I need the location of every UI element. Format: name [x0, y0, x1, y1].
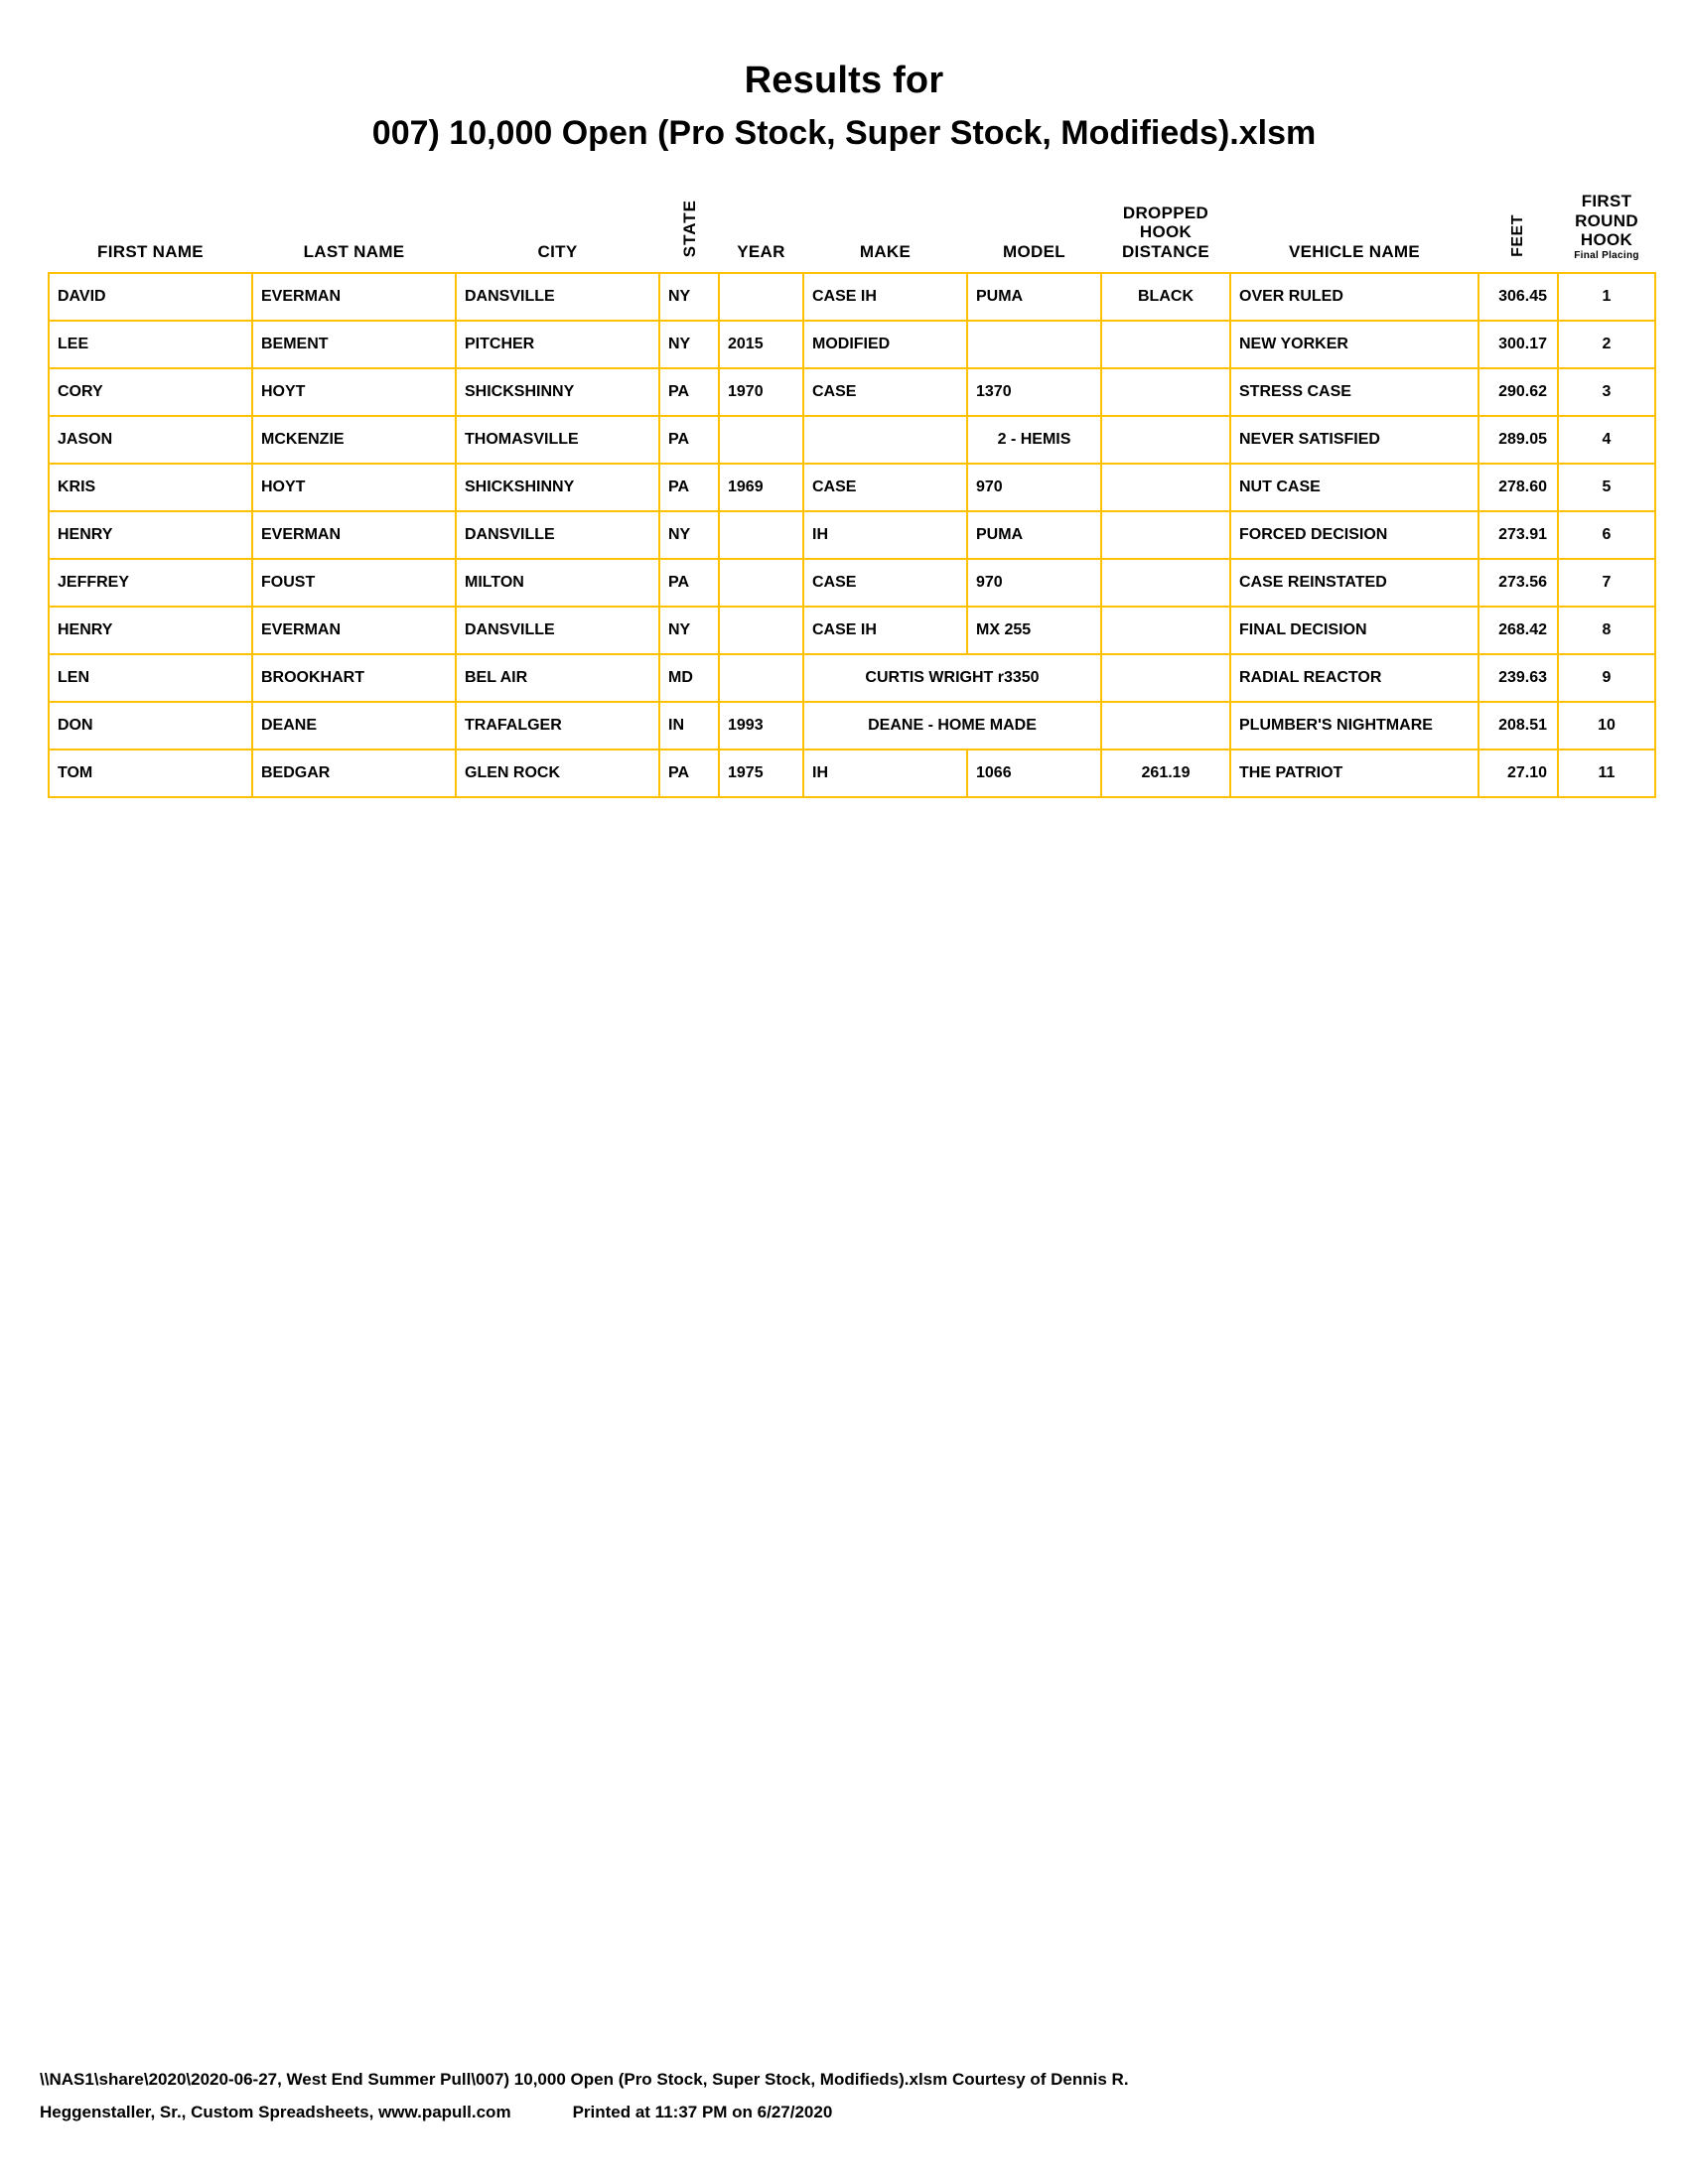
cell-dropped-hook-distance: [1101, 416, 1230, 464]
table-row: [49, 321, 1655, 368]
header-row: [49, 186, 1655, 272]
cell-model: 2 - HEMIS: [967, 416, 1101, 464]
cell-make: CASE: [803, 368, 967, 416]
page-title-line-1: Results for: [744, 60, 944, 101]
cell-dropped-hook-distance: [1101, 702, 1230, 750]
cell-first-name: LEE: [49, 321, 252, 368]
cell-state: PA: [659, 368, 719, 416]
header-placing-line-1: FIRST ROUND: [1575, 192, 1638, 230]
footer-printed: Printed at 11:37 PM on 6/27/2020: [572, 2102, 833, 2121]
cell-feet: 289.05: [1478, 416, 1558, 464]
cell-last-name: HOYT: [252, 368, 456, 416]
cell-state: IN: [659, 702, 719, 750]
cell-vehicle-name: NEVER SATISFIED: [1230, 416, 1478, 464]
document-footer: [40, 2064, 1648, 2128]
header-dropped-line-3: DISTANCE: [1121, 241, 1210, 261]
page-title-line-2: 007) 10,000 Open (Pro Stock, Super Stock, Modifieds).xlsm: [371, 113, 1317, 152]
cell-placing: 10: [1558, 702, 1655, 750]
footer-second-line: [40, 2097, 1648, 2128]
cell-city: DANSVILLE: [456, 607, 659, 654]
cell-first-name: DON: [49, 702, 252, 750]
table-row: [49, 416, 1655, 464]
cell-make: IH: [803, 511, 967, 559]
cell-year: [719, 607, 803, 654]
table-row: [49, 511, 1655, 559]
cell-last-name: DEANE: [252, 702, 456, 750]
cell-dropped-hook-distance: [1101, 511, 1230, 559]
cell-last-name: HOYT: [252, 464, 456, 511]
header-first-round-hook-placing: [1558, 186, 1655, 272]
cell-year: 2015: [719, 321, 803, 368]
cell-first-name: HENRY: [49, 511, 252, 559]
cell-state: PA: [659, 416, 719, 464]
cell-placing: 2: [1558, 321, 1655, 368]
cell-dropped-hook-distance: [1101, 607, 1230, 654]
cell-placing: 1: [1558, 273, 1655, 321]
header-placing-line-2: HOOK: [1580, 230, 1633, 250]
table-row: [49, 559, 1655, 607]
cell-year: [719, 511, 803, 559]
cell-last-name: EVERMAN: [252, 607, 456, 654]
cell-state: PA: [659, 750, 719, 797]
cell-make: IH: [803, 750, 967, 797]
cell-first-name: JEFFREY: [49, 559, 252, 607]
cell-feet: 268.42: [1478, 607, 1558, 654]
cell-city: SHICKSHINNY: [456, 368, 659, 416]
cell-city: TRAFALGER: [456, 702, 659, 750]
cell-last-name: BEMENT: [252, 321, 456, 368]
cell-city: THOMASVILLE: [456, 416, 659, 464]
table-row: [49, 702, 1655, 750]
cell-city: SHICKSHINNY: [456, 464, 659, 511]
cell-first-name: DAVID: [49, 273, 252, 321]
cell-feet: 290.62: [1478, 368, 1558, 416]
cell-placing: 11: [1558, 750, 1655, 797]
header-dropped-line-1: DROPPED: [1122, 203, 1209, 222]
cell-last-name: BROOKHART: [252, 654, 456, 702]
cell-last-name: MCKENZIE: [252, 416, 456, 464]
cell-feet: 239.63: [1478, 654, 1558, 702]
header-vehicle-name: VEHICLE NAME: [1288, 241, 1421, 261]
header-make: MAKE: [859, 241, 912, 261]
cell-state: NY: [659, 273, 719, 321]
cell-vehicle-name: STRESS CASE: [1230, 368, 1478, 416]
cell-dropped-hook-distance: BLACK: [1101, 273, 1230, 321]
cell-model: 970: [967, 559, 1101, 607]
table-row: [49, 368, 1655, 416]
cell-dropped-hook-distance: [1101, 368, 1230, 416]
cell-vehicle-name: RADIAL REACTOR: [1230, 654, 1478, 702]
table-row: [49, 273, 1655, 321]
cell-model: 1066: [967, 750, 1101, 797]
cell-state: NY: [659, 321, 719, 368]
cell-placing: 3: [1558, 368, 1655, 416]
header-last-name: LAST NAME: [303, 241, 405, 261]
table-body: [49, 273, 1655, 797]
cell-city: MILTON: [456, 559, 659, 607]
cell-last-name: FOUST: [252, 559, 456, 607]
cell-model: MX 255: [967, 607, 1101, 654]
cell-feet: 278.60: [1478, 464, 1558, 511]
cell-vehicle-name: NEW YORKER: [1230, 321, 1478, 368]
cell-state: NY: [659, 607, 719, 654]
cell-first-name: KRIS: [49, 464, 252, 511]
cell-model: 970: [967, 464, 1101, 511]
header-state: [659, 186, 719, 272]
cell-vehicle-name: OVER RULED: [1230, 273, 1478, 321]
header-year: YEAR: [737, 241, 785, 261]
cell-year: 1970: [719, 368, 803, 416]
cell-feet: 306.45: [1478, 273, 1558, 321]
cell-feet: 273.56: [1478, 559, 1558, 607]
header-dropped-line-2: HOOK: [1139, 222, 1193, 242]
cell-first-name: JASON: [49, 416, 252, 464]
cell-vehicle-name: THE PATRIOT: [1230, 750, 1478, 797]
cell-first-name: LEN: [49, 654, 252, 702]
document-title-block: [40, 0, 1648, 156]
cell-vehicle-name: FINAL DECISION: [1230, 607, 1478, 654]
cell-make: CASE: [803, 464, 967, 511]
cell-feet: 273.91: [1478, 511, 1558, 559]
header-feet: [1478, 186, 1558, 272]
cell-feet: 27.10: [1478, 750, 1558, 797]
cell-dropped-hook-distance: [1101, 559, 1230, 607]
cell-city: BEL AIR: [456, 654, 659, 702]
cell-vehicle-name: FORCED DECISION: [1230, 511, 1478, 559]
cell-make: CURTIS WRIGHT r3350: [803, 654, 1101, 702]
header-city: CITY: [537, 241, 578, 261]
cell-year: 1993: [719, 702, 803, 750]
cell-last-name: BEDGAR: [252, 750, 456, 797]
header-state-label: STATE: [679, 199, 699, 257]
results-table-wrapper: [40, 186, 1648, 797]
table-row: [49, 464, 1655, 511]
cell-year: 1975: [719, 750, 803, 797]
cell-placing: 5: [1558, 464, 1655, 511]
cell-make: CASE IH: [803, 607, 967, 654]
table-row: [49, 750, 1655, 797]
cell-placing: 7: [1558, 559, 1655, 607]
cell-last-name: EVERMAN: [252, 511, 456, 559]
cell-city: DANSVILLE: [456, 273, 659, 321]
cell-feet: 300.17: [1478, 321, 1558, 368]
cell-year: 1969: [719, 464, 803, 511]
cell-dropped-hook-distance: [1101, 321, 1230, 368]
cell-year: [719, 273, 803, 321]
cell-make: CASE IH: [803, 273, 967, 321]
cell-placing: 8: [1558, 607, 1655, 654]
cell-year: [719, 416, 803, 464]
cell-state: PA: [659, 464, 719, 511]
cell-dropped-hook-distance: 261.19: [1101, 750, 1230, 797]
cell-vehicle-name: NUT CASE: [1230, 464, 1478, 511]
cell-year: [719, 654, 803, 702]
header-feet-label: FEET: [1509, 214, 1526, 257]
cell-placing: 9: [1558, 654, 1655, 702]
cell-feet: 208.51: [1478, 702, 1558, 750]
cell-state: MD: [659, 654, 719, 702]
cell-state: NY: [659, 511, 719, 559]
footer-credit: Heggenstaller, Sr., Custom Spreadsheets, www.papull.com: [40, 2102, 511, 2121]
cell-last-name: EVERMAN: [252, 273, 456, 321]
header-dropped-hook-distance: [1101, 186, 1230, 272]
cell-model: PUMA: [967, 273, 1101, 321]
cell-state: PA: [659, 559, 719, 607]
table-row: [49, 607, 1655, 654]
cell-dropped-hook-distance: [1101, 464, 1230, 511]
cell-model: 1370: [967, 368, 1101, 416]
header-first-name: FIRST NAME: [97, 241, 204, 261]
cell-make: MODIFIED: [803, 321, 967, 368]
cell-model: PUMA: [967, 511, 1101, 559]
cell-city: PITCHER: [456, 321, 659, 368]
cell-make: DEANE - HOME MADE: [803, 702, 1101, 750]
cell-first-name: HENRY: [49, 607, 252, 654]
cell-city: GLEN ROCK: [456, 750, 659, 797]
cell-model: [967, 321, 1101, 368]
header-model: MODEL: [1003, 241, 1065, 261]
cell-first-name: TOM: [49, 750, 252, 797]
cell-year: [719, 559, 803, 607]
cell-first-name: CORY: [49, 368, 252, 416]
cell-dropped-hook-distance: [1101, 654, 1230, 702]
footer-path: \\NAS1\share\2020\2020-06-27, West End Summer Pull\007) 10,000 Open (Pro Stock, Super Stock, Modifieds).xlsm Courtesy of Dennis R.: [40, 2070, 1129, 2090]
table-header: [49, 186, 1655, 272]
cell-make: CASE: [803, 559, 967, 607]
cell-city: DANSVILLE: [456, 511, 659, 559]
cell-vehicle-name: PLUMBER'S NIGHTMARE: [1230, 702, 1478, 750]
cell-make: [803, 416, 967, 464]
header-placing-line-3: Final Placing: [1574, 250, 1639, 262]
cell-placing: 6: [1558, 511, 1655, 559]
cell-vehicle-name: CASE REINSTATED: [1230, 559, 1478, 607]
table-row: [49, 654, 1655, 702]
cell-placing: 4: [1558, 416, 1655, 464]
results-table: [48, 186, 1656, 797]
